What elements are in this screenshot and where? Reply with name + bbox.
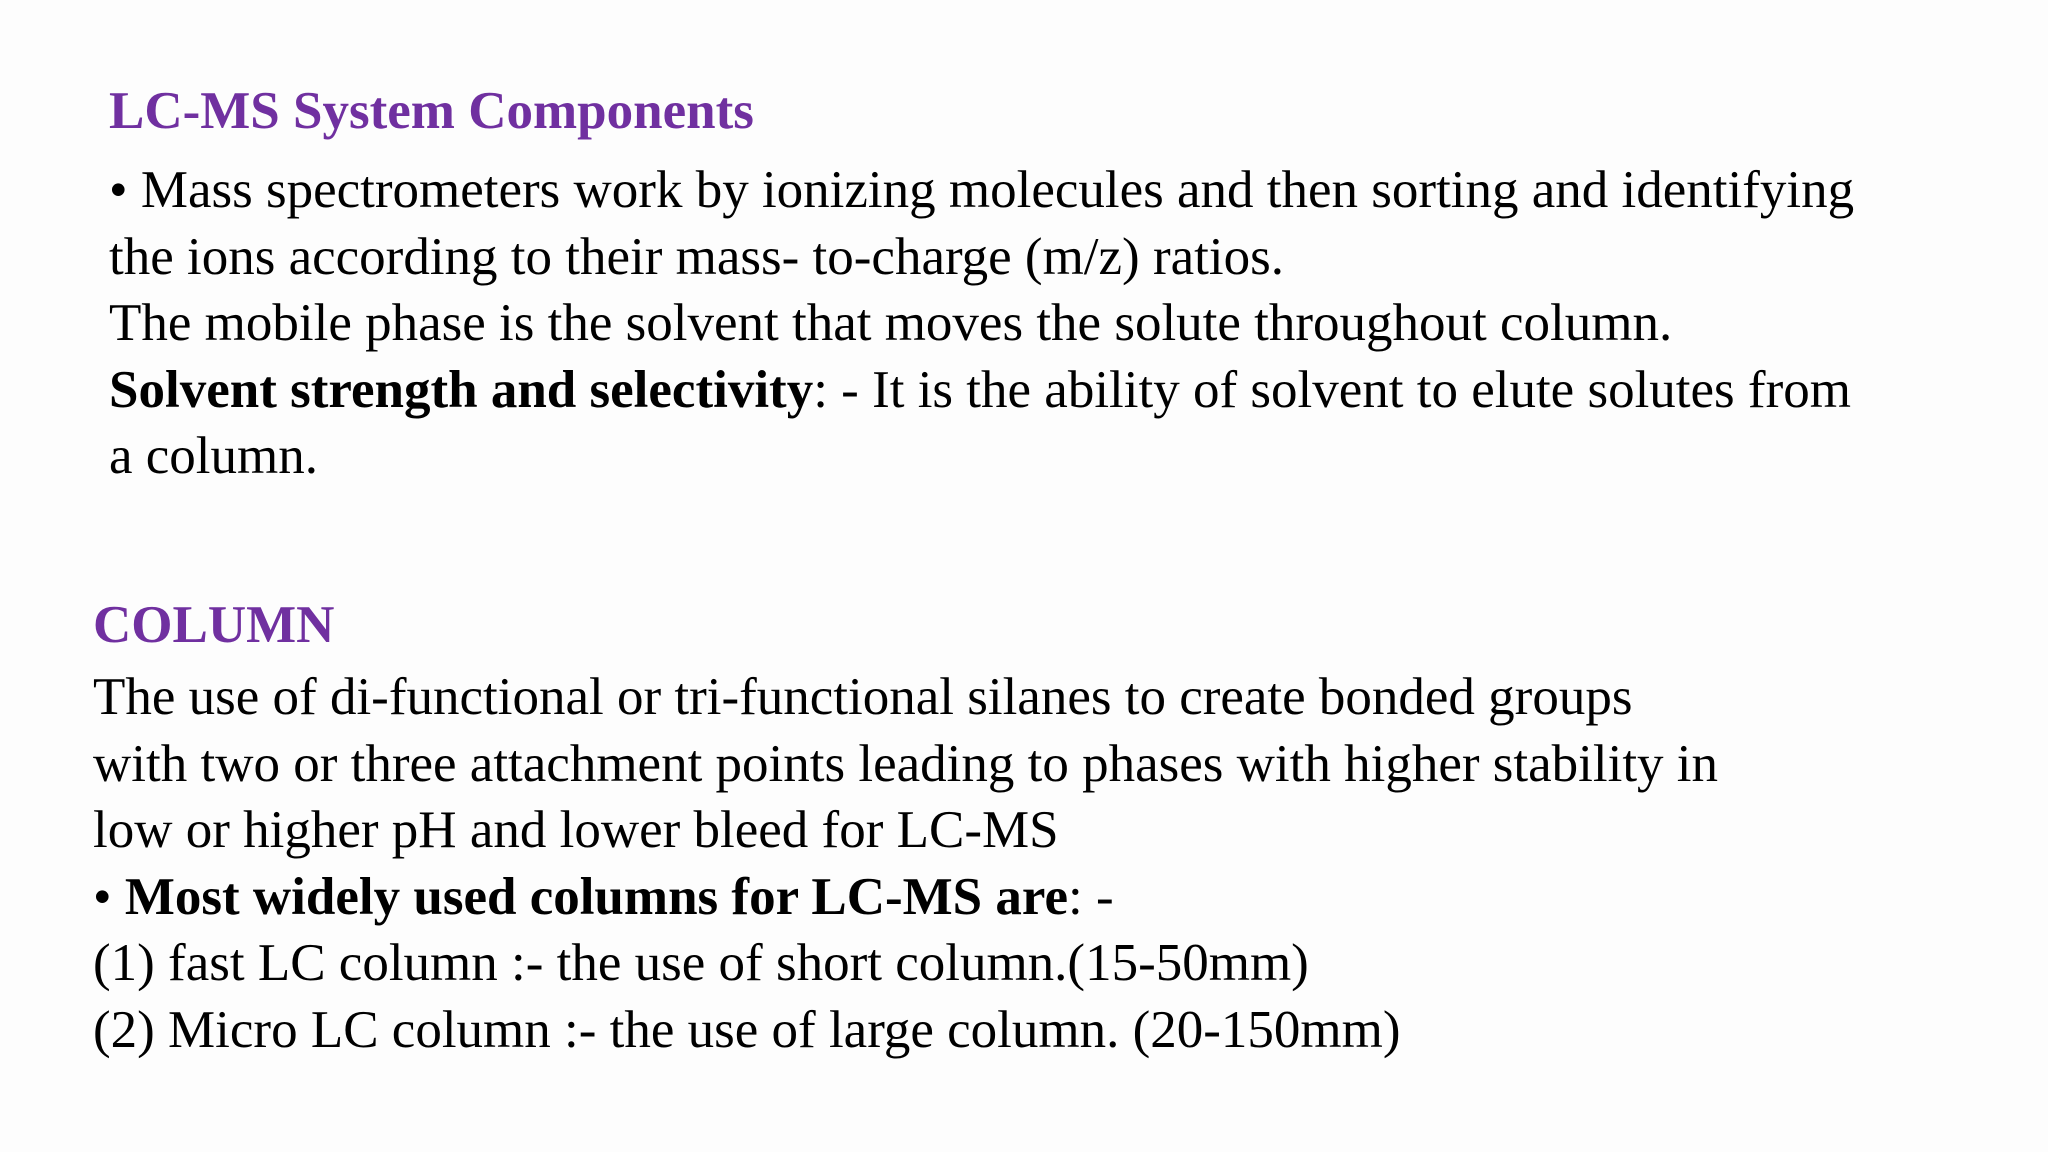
bullet-glyph: • bbox=[109, 161, 128, 219]
lcms-components-body bbox=[109, 157, 2009, 490]
mass-spectrometer-text-continued: the ions according to their mass- to-charge (m/z) ratios. bbox=[109, 227, 1284, 286]
solvent-strength-definition-continued: a column. bbox=[109, 427, 318, 485]
columns-heading-suffix: : - bbox=[1068, 867, 1114, 926]
mobile-phase-text: The mobile phase is the solvent that moves the solute throughout column. bbox=[109, 294, 1673, 352]
lcms-components-section bbox=[109, 76, 2009, 490]
mass-spectrometer-text: Mass spectrometers work by ionizing molecules and then sorting and identifying bbox=[140, 161, 1855, 219]
solvent-strength-definition: : - It is the ability of solvent to elute solutes from bbox=[813, 360, 1851, 419]
silanes-text-line-3: low or higher pH and lower bleed for LC-MS bbox=[93, 801, 1059, 859]
silanes-text-line-1: The use of di-functional or tri-functional silanes to create bonded groups bbox=[93, 668, 1633, 726]
list-item-fast-lc-column: (1) fast LC column :- the use of short column.(15-50mm) bbox=[93, 934, 1309, 992]
columns-heading: Most widely used columns for LC-MS are bbox=[124, 867, 1068, 926]
silanes-text-line-2: with two or three attachment points leading to phases with higher stability in bbox=[93, 734, 1719, 793]
column-section bbox=[93, 590, 1993, 1063]
section-title-lcms-components: LC-MS System Components bbox=[109, 82, 754, 140]
bullet-glyph: • bbox=[93, 867, 112, 926]
column-body bbox=[93, 664, 1993, 1063]
list-item-micro-lc-column: (2) Micro LC column :- the use of large column. (20-150mm) bbox=[93, 1000, 1401, 1059]
mass-spectrometer-bullet bbox=[109, 157, 2009, 224]
columns-bullet bbox=[93, 864, 1993, 931]
section-title-column: COLUMN bbox=[93, 596, 335, 654]
solvent-strength-text bbox=[109, 357, 2009, 424]
solvent-strength-term: Solvent strength and selectivity bbox=[109, 360, 814, 419]
